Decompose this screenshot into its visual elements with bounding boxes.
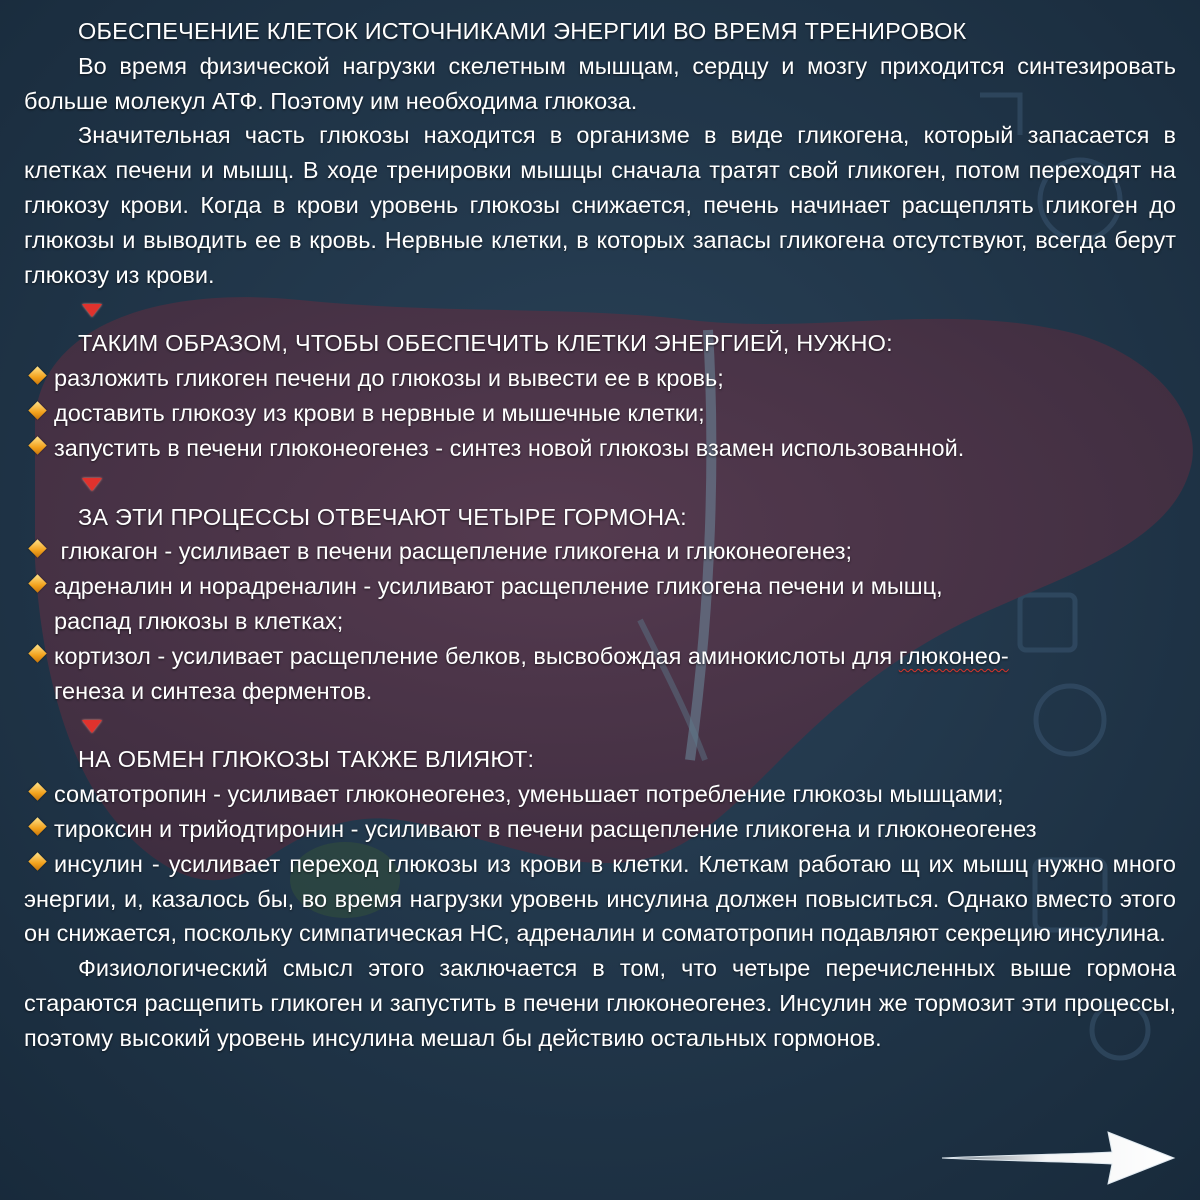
list-item: [24, 534, 1176, 569]
list-item-text: разложить гликоген печени до глюкозы и вывести ее в кровь;: [54, 365, 724, 392]
section-marker: [24, 292, 1176, 326]
right-arrow-icon: [942, 1132, 1174, 1184]
paragraph-intro: Во время физической нагрузки скелетным мышцам, сердцу и мозгу приходится синтезировать больше молекул АТФ. Поэтому им необходима глюкоза.: [24, 52, 1176, 114]
orange-diamond-icon: [28, 366, 46, 384]
orange-diamond-icon: [28, 574, 46, 592]
red-down-triangle-icon: [82, 720, 102, 733]
list-item: [24, 777, 1176, 812]
orange-diamond-icon: [28, 436, 46, 454]
list-item-text: тироксин и трийодтиронин - усиливают в печени расщепление гликогена и глюконеогенез: [54, 815, 1037, 842]
list-item-text: глюкагон - усиливает в печени расщепление гликогена и глюконеогенез;: [54, 538, 853, 565]
list-item: [24, 639, 1176, 709]
orange-diamond-icon: [28, 852, 46, 870]
orange-diamond-icon: [28, 644, 46, 662]
list-item: [24, 396, 1176, 431]
list-item-continuation: генеза и синтеза ферментов.: [54, 677, 373, 704]
list-item-text: адреналин и норадреналин - усиливают расщепление гликогена печени и мышц,: [54, 573, 943, 600]
list-item-text: соматотропин - усиливает глюконеогенез, уменьшает потребление глюкозы мышцами;: [54, 781, 1004, 808]
red-down-triangle-icon: [82, 304, 102, 317]
next-arrow-button[interactable]: [940, 1128, 1176, 1188]
section-marker: [24, 708, 1176, 742]
orange-diamond-icon: [28, 401, 46, 419]
orange-diamond-icon: [28, 817, 46, 835]
list-item-text: доставить глюкозу из крови в нервные и мышечные клетки;: [54, 399, 705, 426]
list-item-text: запустить в печени глюконеогенез - синтез новой глюкозы взамен использованной.: [54, 434, 965, 461]
list-item-text: кортизол - усиливает расщепление белков, высвобождая аминокислоты для: [54, 642, 899, 669]
list-item: [24, 361, 1176, 396]
section-heading-hormones: ЗА ЭТИ ПРОЦЕССЫ ОТВЕЧАЮТ ЧЕТЫРЕ ГОРМОНА:: [78, 503, 687, 530]
orange-diamond-icon: [28, 540, 46, 558]
article: [24, 14, 1176, 1056]
paragraph-glycogen: Значительная часть глюкозы находится в организме в виде гликогена, который запасается в клетках печени и мышц. В ходе тренировки мышцы сначала тратят свой гликоген, потом переходят на глюкозу крови. Когда в крови уровень глюкозы снижается, печень начинает расщеплять гликоген до глюкозы и выводить ее в кровь. Нервные клетки, в которых запасы гликогена отсутствуют, всегда берут глюкозу из крови.: [24, 122, 1176, 288]
list-item-continuation: распад глюкозы в клетках;: [54, 607, 344, 634]
list-item: [24, 812, 1176, 847]
red-down-triangle-icon: [82, 478, 102, 491]
list-item: [24, 431, 1176, 466]
spellcheck-underlined-word: глюконео-: [898, 642, 1009, 669]
list-item: [24, 569, 1176, 639]
page-title: ОБЕСПЕЧЕНИЕ КЛЕТОК ИСТОЧНИКАМИ ЭНЕРГИИ ВО ВРЕМЯ ТРЕНИРОВОК: [78, 18, 967, 44]
paragraph-conclusion: Физиологический смысл этого заключается в том, что четыре перечисленных выше гормона стараются расщепить гликоген и запустить в печени глюконеогенез. Инсулин же тормозит эти процессы, поэтому высокий уровень инсулина мешал бы действию остальных гормонов.: [24, 955, 1176, 1051]
list-item-text: инсулин - усиливает переход глюкозы из крови в клетки. Клеткам работаю щ их мышц нужно много энергии, и, казалось бы, во время нагрузки уровень инсулина должен повыситься. Однако вместо этого он снижается, поскольку симпатическая НС, адреналин и соматотропин подавляют секрецию инсулина.: [24, 850, 1176, 947]
orange-diamond-icon: [28, 782, 46, 800]
list-item: [24, 847, 1176, 951]
section-marker: [24, 466, 1176, 500]
section-heading-needs: ТАКИМ ОБРАЗОМ, ЧТОБЫ ОБЕСПЕЧИТЬ КЛЕТКИ ЭНЕРГИЕЙ, НУЖНО:: [78, 330, 893, 357]
section-heading-influence: НА ОБМЕН ГЛЮКОЗЫ ТАКЖЕ ВЛИЯЮТ:: [78, 746, 535, 773]
